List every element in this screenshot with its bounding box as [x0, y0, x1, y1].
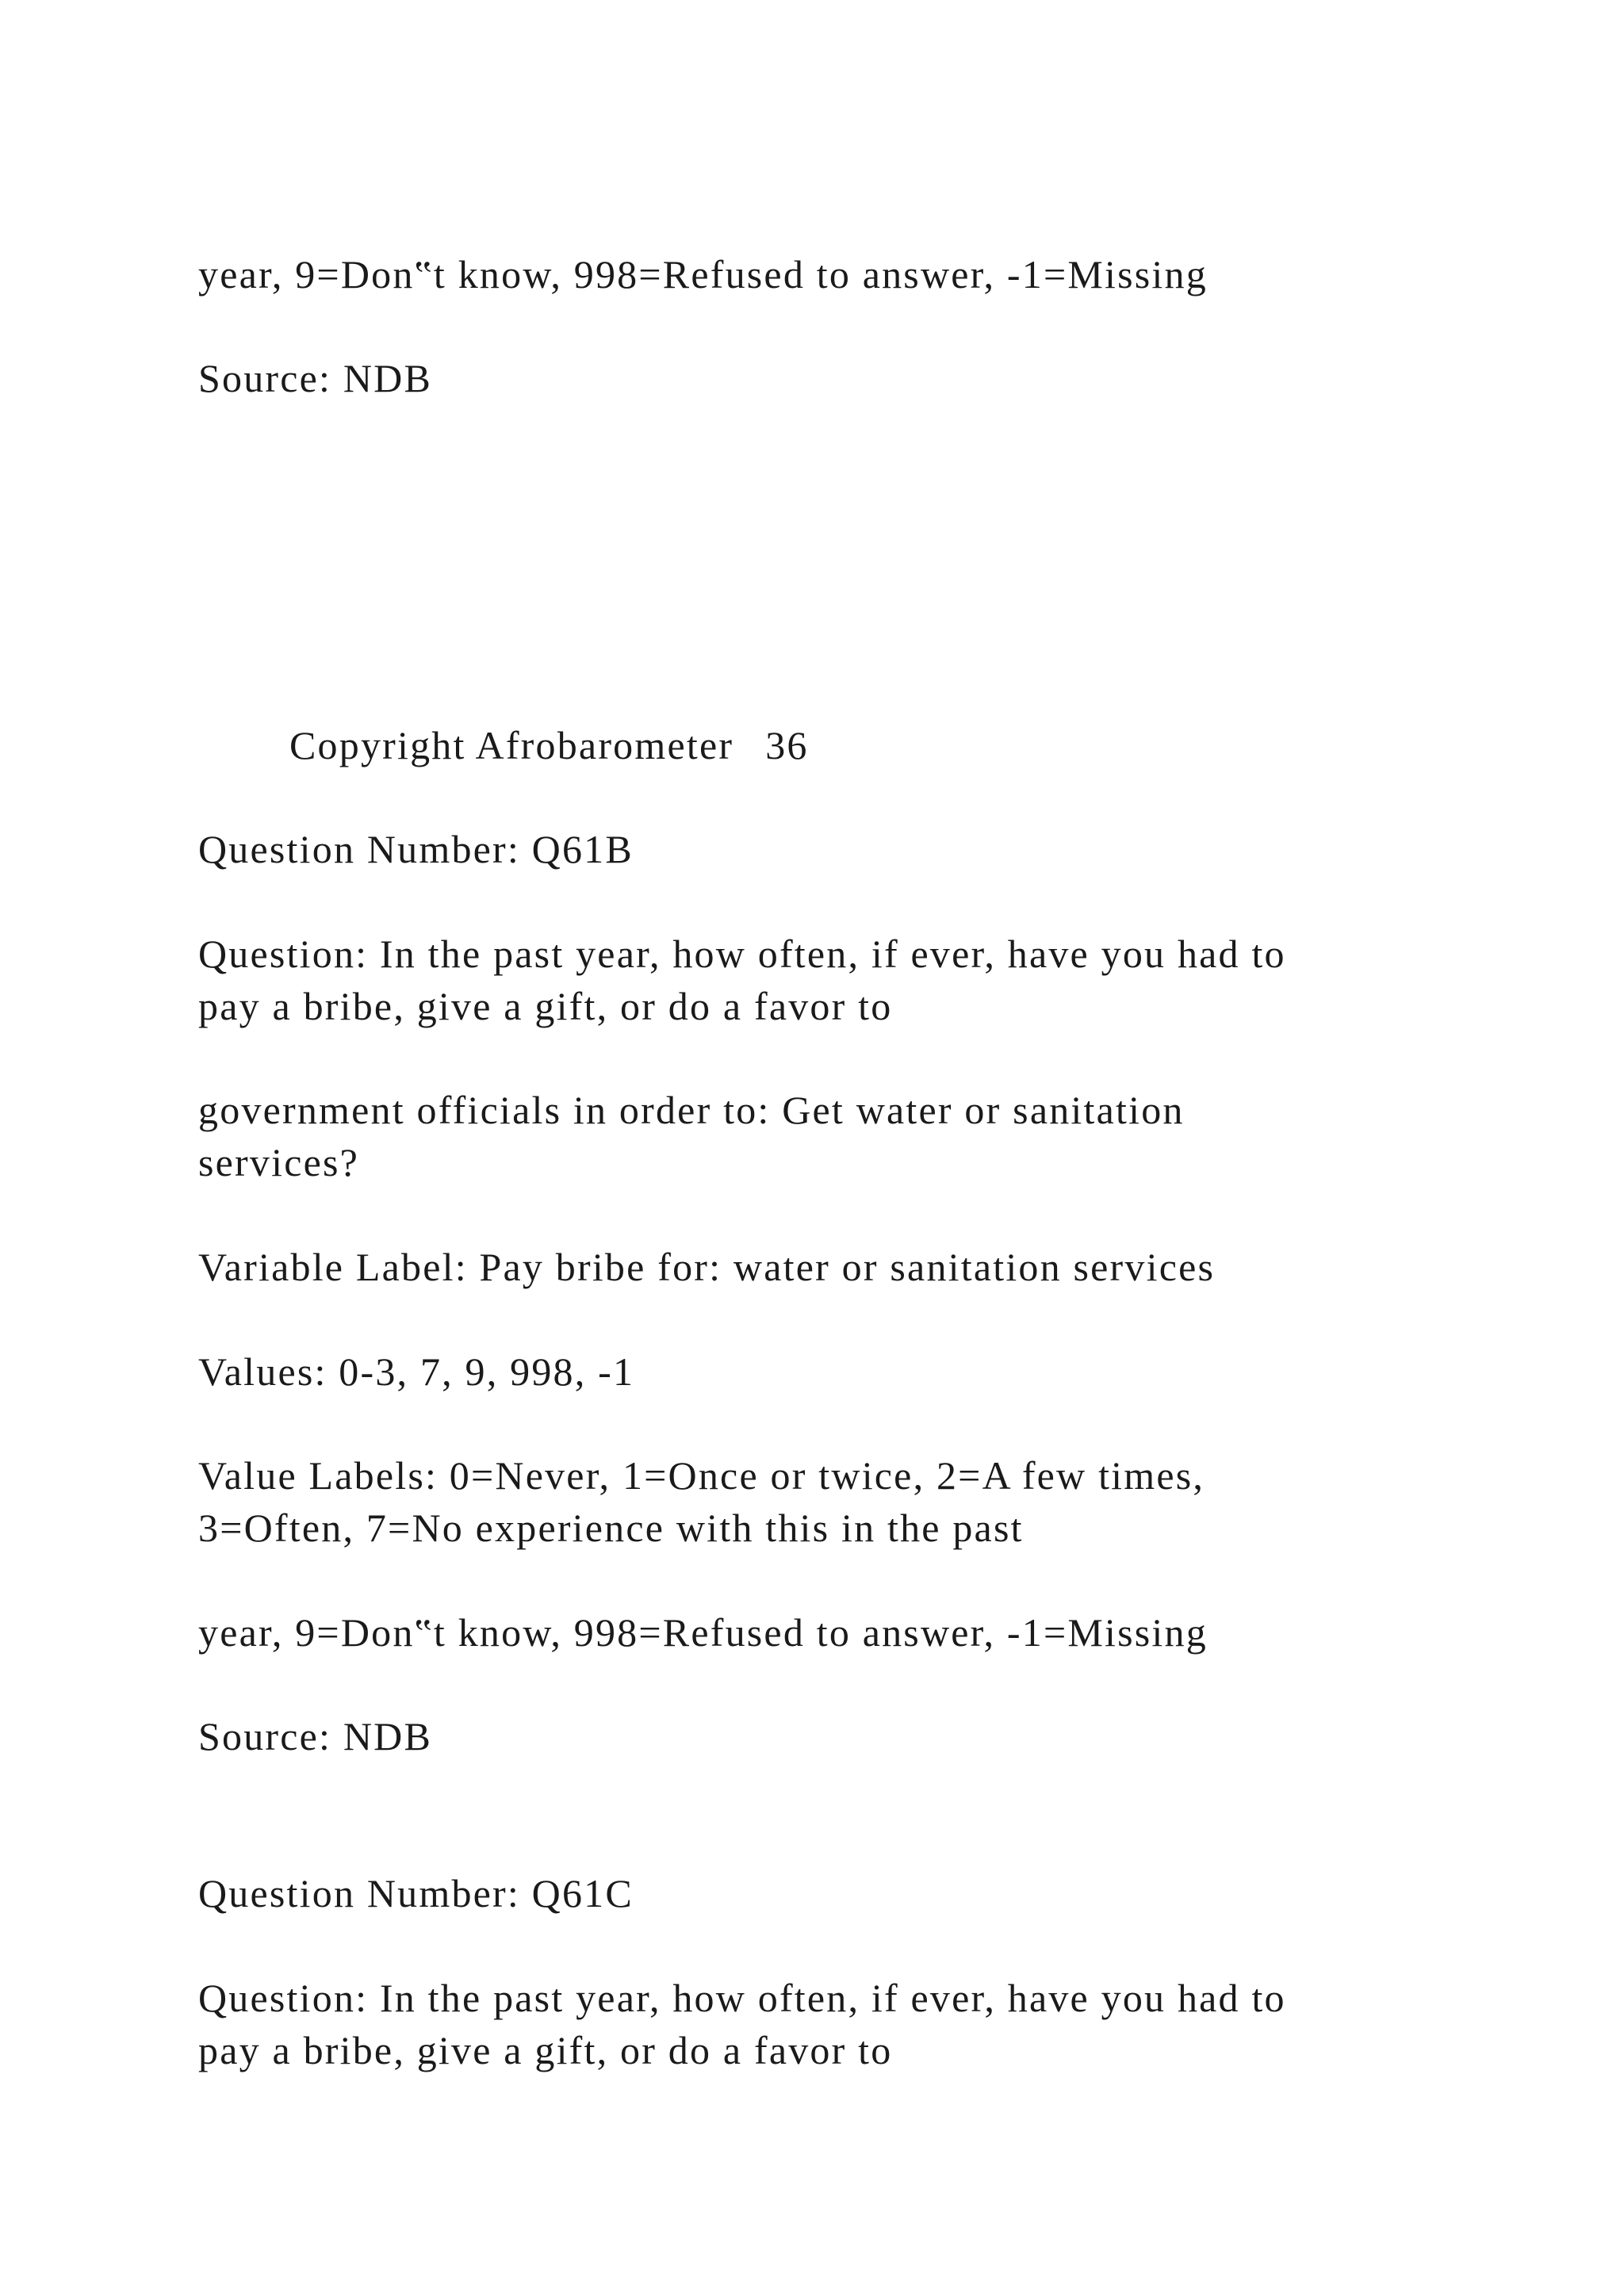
source-line: Source: NDB	[198, 356, 433, 400]
source-q61b: Source: NDB	[198, 1714, 433, 1758]
question-text-q61b-part2: government officials in order to: Get water or sanitation services?	[198, 1088, 1185, 1184]
page-footer	[289, 719, 809, 771]
question-number-q61c: Question Number: Q61C	[198, 1871, 634, 1915]
question-number-q61b: Question Number: Q61B	[198, 827, 634, 871]
value-labels-q61b-part1: Value Labels: 0=Never, 1=Once or twice, 2=A few times, 3=Often, 7=No experience with this in the past	[198, 1453, 1205, 1550]
value-labels-q61b-part2: year, 9=Don‟t know, 998=Refused to answer, -1=Missing	[198, 1610, 1208, 1655]
values-q61b: Values: 0-3, 7, 9, 998, -1	[198, 1349, 635, 1394]
question-text-q61b-part1: Question: In the past year, how often, if ever, have you had to pay a bribe, give a gift, or do a favor to	[198, 932, 1286, 1028]
variable-label-q61b: Variable Label: Pay bribe for: water or sanitation services	[198, 1245, 1216, 1289]
page-number: 36	[765, 723, 809, 767]
copyright-text: Copyright Afrobarometer	[289, 723, 734, 767]
question-text-q61c-part1: Question: In the past year, how often, if ever, have you had to pay a bribe, give a gift, or do a favor to	[198, 1976, 1286, 2072]
value-labels-continuation: year, 9=Don‟t know, 998=Refused to answer, -1=Missing	[198, 252, 1208, 297]
